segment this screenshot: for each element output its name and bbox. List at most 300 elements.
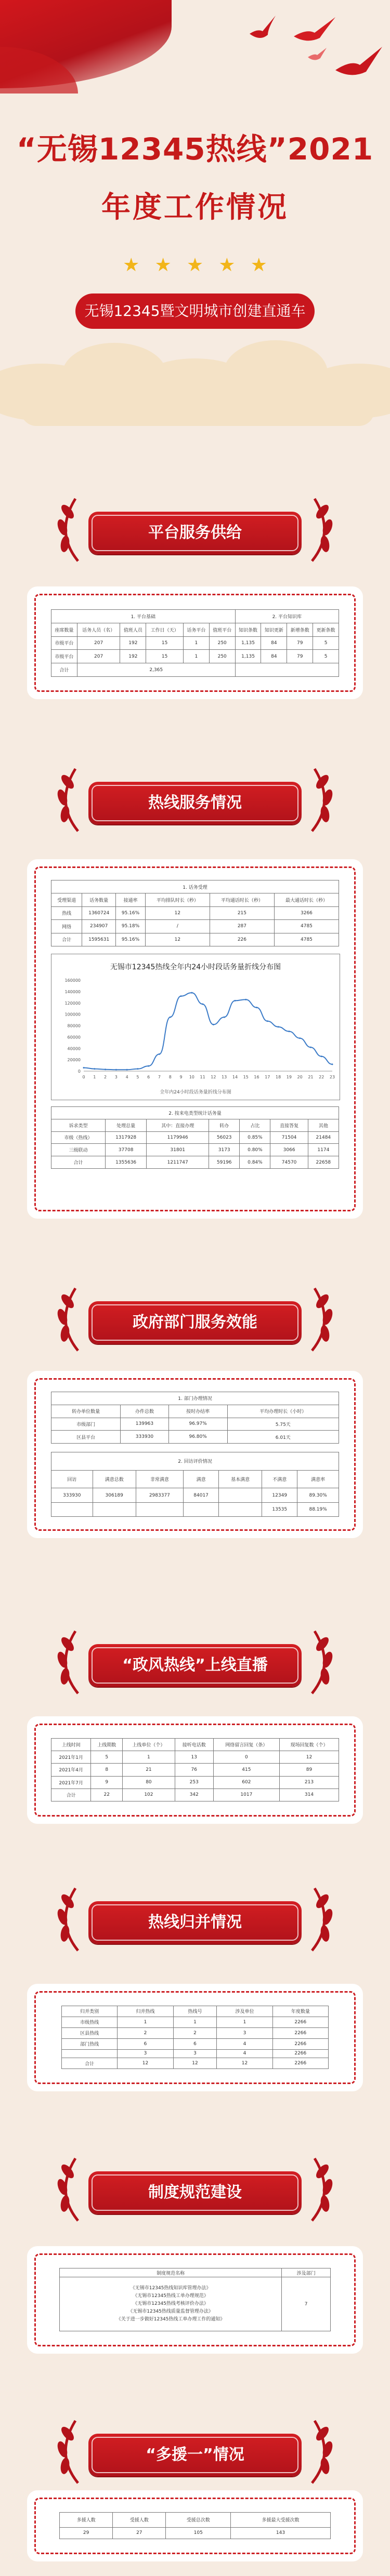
table-row — [51, 933, 339, 946]
x-tick-label: 4 — [125, 1075, 128, 1079]
table-header: 多援最大受援次数 — [231, 2513, 331, 2528]
table-row — [60, 2527, 331, 2539]
table-cell: 76 — [175, 1764, 213, 1776]
table-header: 值班平台 — [209, 623, 235, 636]
table-header: 工作日（天） — [146, 623, 184, 636]
table-cell: 1595631 — [82, 933, 116, 946]
table-cell: 4 — [217, 2049, 272, 2058]
list-item: 《无锡市12345热线考核评价办法》 — [133, 2301, 209, 2307]
table-header: 其中：直接办理 — [147, 1119, 209, 1131]
platform-table — [51, 609, 339, 677]
table-header: 更新条数 — [313, 623, 339, 636]
table-cell: 215 — [210, 906, 274, 919]
data-point — [267, 1020, 268, 1022]
x-tick-label: 18 — [275, 1075, 281, 1079]
x-tick-label: 19 — [286, 1075, 292, 1079]
table-cell: 71504 — [270, 1131, 308, 1144]
table-caption: 1. 部门办理情况 — [51, 1392, 339, 1405]
table-cell: 合计 — [51, 663, 77, 677]
table-cell: 102 — [123, 1788, 175, 1801]
data-point — [234, 1000, 236, 1002]
table-cell: 89 — [280, 1764, 339, 1776]
table-header-row — [60, 2268, 331, 2277]
subtitle-badge: 无锡12345暨文明城市创建直通车 — [75, 293, 315, 329]
table-cell: 网络 — [51, 920, 82, 933]
data-point — [83, 1067, 85, 1069]
data-point — [137, 1068, 138, 1070]
table-cell: 21484 — [308, 1131, 339, 1144]
section-title: “政风热线”上线直播 — [92, 1647, 298, 1684]
table-row — [62, 2049, 329, 2058]
list-item: 《无锡市12345热线质量监督管理办法》 — [128, 2309, 213, 2315]
table-cell: 5 — [313, 650, 339, 663]
table-cell: 1 — [173, 2017, 217, 2027]
section-banner — [52, 1623, 338, 1701]
section-title: “多援一”情况 — [92, 2437, 298, 2473]
data-point — [332, 1063, 333, 1065]
stars-row — [0, 255, 390, 276]
laurel-left-icon — [52, 2418, 88, 2486]
table-cell: 1 — [183, 636, 209, 650]
table-cell: 59196 — [209, 1156, 240, 1169]
table-cell: 3 — [217, 2027, 272, 2038]
table-header-row — [51, 1739, 339, 1751]
data-point — [159, 1053, 160, 1055]
table-cell: 95.18% — [116, 920, 146, 933]
chart-title: 无锡市12345热线全年内24小时段话务量折线分布图 — [110, 963, 281, 971]
table-cell: 1211747 — [147, 1156, 209, 1169]
table-cell: 12 — [173, 2058, 217, 2069]
table-header: 直接答复 — [270, 1119, 308, 1131]
series-line — [84, 993, 332, 1070]
table-cell: 1179946 — [147, 1131, 209, 1144]
laurel-right-icon — [302, 2418, 338, 2486]
table-cell: 2021年1月 — [51, 1751, 91, 1764]
table-cell: 12349 — [262, 1488, 297, 1502]
table-cell: 8 — [91, 1764, 123, 1776]
y-tick-label: 120000 — [64, 1000, 81, 1006]
laurel-left-icon — [52, 2156, 88, 2223]
star-icon: ★ — [154, 255, 172, 276]
table-header: 话务平台 — [183, 623, 209, 636]
table-header: 年度数量 — [272, 2006, 328, 2017]
table-cell: 三级联动 — [51, 1144, 106, 1156]
table-cell: 415 — [213, 1764, 279, 1776]
table-header: 现场回复数（个） — [280, 1739, 339, 1751]
table-cell: 207 — [77, 636, 120, 650]
table-header: 处理总量 — [105, 1119, 146, 1131]
section-title: 热线归并情况 — [92, 1904, 298, 1941]
table-header: 知识更新 — [261, 623, 287, 636]
table-row — [51, 1418, 339, 1431]
section-banner — [52, 1880, 338, 1958]
data-point — [245, 999, 246, 1000]
table-row — [51, 906, 339, 919]
table-cell: 区县热线 — [62, 2027, 118, 2038]
table-cell: 74570 — [270, 1156, 308, 1169]
table-cell: 7 — [282, 2277, 331, 2331]
table-cell: 333930 — [51, 1488, 93, 1502]
table-cell: 15 — [146, 650, 184, 663]
table-cell: 5 — [91, 1751, 123, 1764]
table-cell: 3066 — [270, 1144, 308, 1156]
table-cell: 2 — [173, 2027, 217, 2038]
table-header: 满意 — [184, 1470, 219, 1488]
regulation-list — [60, 2277, 282, 2331]
data-point — [115, 1069, 117, 1071]
y-tick-label: 160000 — [64, 978, 81, 983]
table-group-header: 2. 平台知识库 — [235, 610, 339, 623]
data-point — [299, 1037, 301, 1039]
x-tick-label: 22 — [319, 1075, 324, 1079]
line-chart — [51, 954, 340, 1100]
x-tick-label: 0 — [82, 1075, 85, 1079]
table-cell: 2266 — [272, 2058, 328, 2069]
x-tick-label: 7 — [158, 1075, 161, 1079]
table-cell: 143 — [231, 2527, 331, 2539]
x-tick-label: 20 — [297, 1075, 303, 1079]
table-header: 受理渠道 — [51, 893, 82, 906]
table-cell — [62, 2049, 118, 2058]
data-point — [278, 1026, 279, 1027]
table-header: 制度规范名称 — [60, 2268, 282, 2277]
table-cell: 3266 — [274, 906, 339, 919]
live-broadcast-card — [30, 1719, 360, 1821]
merge-table — [61, 2006, 329, 2069]
data-point — [180, 995, 182, 997]
table-cell: 207 — [77, 650, 120, 663]
x-tick-label: 16 — [254, 1075, 259, 1079]
table-cell: 4785 — [274, 933, 339, 946]
table-row — [62, 2027, 329, 2038]
table-header: 不满意 — [262, 1470, 297, 1488]
table-row — [51, 1131, 339, 1144]
star-icon: ★ — [186, 255, 204, 276]
table-header: 转办单位数量 — [51, 1405, 121, 1418]
table-cell: 12 — [145, 933, 210, 946]
table-cell: 2266 — [272, 2049, 328, 2058]
table-header: 占比 — [240, 1119, 270, 1131]
section-title: 政府部门服务效能 — [92, 1304, 298, 1341]
table-row — [51, 663, 339, 677]
table-cell: 1355636 — [105, 1156, 146, 1169]
table-header: 涉及部门 — [282, 2268, 331, 2277]
table-row — [51, 920, 339, 933]
table-cell: 21 — [123, 1764, 175, 1776]
star-icon: ★ — [218, 255, 236, 276]
data-point — [105, 1069, 106, 1070]
platform-card — [30, 590, 360, 696]
regulation-card — [30, 2249, 360, 2351]
x-tick-label: 10 — [189, 1075, 194, 1079]
table-cell — [219, 1488, 262, 1502]
star-icon: ★ — [123, 255, 140, 276]
table-cell: 213 — [280, 1776, 339, 1788]
table-cell: 2983377 — [136, 1488, 183, 1502]
table-cell: 5.75天 — [227, 1418, 339, 1431]
table-cell: 139963 — [121, 1418, 169, 1431]
table-header: 受援总次数 — [166, 2513, 231, 2528]
table-cell: 12 — [145, 906, 210, 919]
table-cell — [219, 1502, 262, 1516]
table-row — [51, 1502, 339, 1516]
section-title: 平台服务供给 — [92, 515, 298, 551]
table-cell: 1 — [217, 2017, 272, 2027]
support-table — [59, 2512, 331, 2539]
table-caption: 1. 话务受理 — [51, 880, 339, 893]
section-banner — [52, 2413, 338, 2491]
table-header: 非常满意 — [136, 1470, 183, 1488]
feedback-table — [51, 1452, 339, 1517]
type-table — [51, 1106, 339, 1169]
table-header: 满意率 — [297, 1470, 339, 1488]
page-title-line1: “无锡12345热线”2021 — [16, 131, 374, 167]
hotline-card — [30, 862, 360, 1216]
table-caption: 2. 回访评价情况 — [51, 1452, 339, 1471]
table-cell: 部门热线 — [62, 2038, 118, 2049]
table-caption: 2. 按来电类型统计话务量 — [51, 1107, 339, 1119]
table-row — [51, 1776, 339, 1788]
table-cell: 0.85% — [240, 1131, 270, 1144]
table-cell: 合计 — [62, 2058, 118, 2069]
table-cell: 234907 — [82, 920, 116, 933]
table-cell: 合计 — [51, 1788, 91, 1801]
table-cell: 1 — [118, 2017, 173, 2027]
merge-card — [30, 1987, 360, 2088]
table-row — [51, 1144, 339, 1156]
table-cell: 31801 — [147, 1144, 209, 1156]
laurel-left-icon — [52, 1886, 88, 1953]
table-header: 诉求类型 — [51, 1119, 106, 1131]
table-cell: 333930 — [121, 1431, 169, 1444]
table-header: 归并类别 — [62, 2006, 118, 2017]
table-cell: 1 — [123, 1751, 175, 1764]
table-cell: 287 — [210, 920, 274, 933]
x-tick-label: 8 — [168, 1075, 172, 1079]
table-cell: 5 — [313, 636, 339, 650]
dove-icon — [333, 42, 385, 78]
table-cell: 2,365 — [77, 663, 235, 677]
table-header: 平均排队时长（秒） — [145, 893, 210, 906]
table-cell: 27 — [113, 2527, 166, 2539]
table-row — [51, 1788, 339, 1801]
table-header: 接听电话数 — [175, 1739, 213, 1751]
table-header: 话务人员（名） — [77, 623, 120, 636]
y-tick-label: 40000 — [67, 1046, 81, 1051]
dove-icon — [291, 13, 338, 44]
table-cell: 市级平台 — [51, 650, 77, 663]
table-row — [62, 2058, 329, 2069]
data-point — [191, 992, 192, 994]
table-cell: / — [145, 920, 210, 933]
table-row — [51, 650, 339, 663]
table-row — [51, 1488, 339, 1502]
table-header-row — [51, 1119, 339, 1131]
table-row — [51, 1156, 339, 1169]
table-cell: 市级（热线） — [51, 1131, 106, 1144]
table-header: 热线号 — [173, 2006, 217, 2017]
table-cell: 84017 — [184, 1488, 219, 1502]
table-header: 上线单位（个） — [123, 1739, 175, 1751]
department-card — [30, 1374, 360, 1535]
x-tick-label: 12 — [211, 1075, 216, 1079]
table-row — [62, 2017, 329, 2027]
table-header: 转办 — [209, 1119, 240, 1131]
laurel-right-icon — [302, 496, 338, 564]
table-cell: 22 — [91, 1788, 123, 1801]
x-tick-label: 6 — [147, 1075, 150, 1079]
data-point — [126, 1069, 128, 1071]
chart-frame — [51, 954, 340, 1100]
table-cell: 192 — [120, 650, 146, 663]
table-cell: 95.16% — [116, 906, 146, 919]
table-cell: 88.19% — [297, 1502, 339, 1516]
table-cell: 22658 — [308, 1156, 339, 1169]
data-point — [170, 1017, 171, 1018]
table-row — [51, 1751, 339, 1764]
table-cell: 80 — [123, 1776, 175, 1788]
table-cell: 250 — [209, 650, 235, 663]
data-point — [310, 1047, 311, 1048]
table-cell: 市级热线 — [62, 2017, 118, 2027]
x-tick-label: 15 — [243, 1075, 249, 1079]
table-cell: 314 — [280, 1788, 339, 1801]
section-title: 制度规范建设 — [92, 2174, 298, 2211]
table-header-row — [62, 2006, 329, 2017]
table-cell: 79 — [287, 636, 313, 650]
dove-icon — [247, 13, 278, 44]
laurel-left-icon — [52, 1286, 88, 1353]
table-header: 其他 — [308, 1119, 339, 1131]
table-cell: 0 — [213, 1751, 279, 1764]
table-cell: 95.16% — [116, 933, 146, 946]
regulation-table — [59, 2268, 331, 2331]
table-cell: 12 — [217, 2058, 272, 2069]
x-tick-label: 23 — [329, 1075, 335, 1079]
x-tick-label: 21 — [308, 1075, 314, 1079]
table-row — [60, 2277, 331, 2331]
table-cell: 0.84% — [240, 1156, 270, 1169]
table-cell: 1,135 — [235, 636, 261, 650]
laurel-right-icon — [302, 766, 338, 834]
table-cell: 1 — [183, 650, 209, 663]
table-header: 新增条数 — [287, 623, 313, 636]
table-header: 按时办结率 — [168, 1405, 227, 1418]
table-cell: 合计 — [51, 933, 82, 946]
table-header-row — [51, 1470, 339, 1488]
y-tick-label: 100000 — [64, 1012, 81, 1017]
table-header: 受援人数 — [113, 2513, 166, 2528]
section-banner — [52, 491, 338, 569]
y-tick-label: 0 — [77, 1069, 81, 1074]
y-tick-label: 60000 — [67, 1035, 81, 1040]
table-header: 多援人数 — [60, 2513, 113, 2528]
section-banner — [52, 1280, 338, 1358]
list-item: 《无锡市12345热线工单办理规范》 — [133, 2293, 209, 2299]
data-point — [224, 1017, 225, 1018]
table-cell: 15 — [146, 636, 184, 650]
table-cell: 0.80% — [240, 1144, 270, 1156]
table-cell: 12 — [118, 2058, 173, 2069]
table-header: 最大通话时长（秒） — [274, 893, 339, 906]
table-cell: 96.97% — [168, 1418, 227, 1431]
table-cell — [235, 663, 339, 677]
table-cell: 1174 — [308, 1144, 339, 1156]
table-header: 座席数量 — [51, 623, 77, 636]
table-cell — [184, 1502, 219, 1516]
calls-table — [51, 880, 339, 946]
table-cell: 1317928 — [105, 1131, 146, 1144]
table-header-row — [51, 623, 339, 636]
data-point — [213, 1024, 214, 1025]
table-cell: 6 — [173, 2038, 217, 2049]
table-cell: 13 — [175, 1751, 213, 1764]
table-header: 网络留言回复（条） — [213, 1739, 279, 1751]
table-cell: 84 — [261, 650, 287, 663]
table-row — [51, 1431, 339, 1444]
table-header: 上线时间 — [51, 1739, 91, 1751]
table-cell: 2021年7月 — [51, 1776, 91, 1788]
table-cell: 253 — [175, 1776, 213, 1788]
data-point — [94, 1068, 95, 1070]
table-header: 值班人员 — [120, 623, 146, 636]
table-cell: 6 — [118, 2038, 173, 2049]
table-cell: 4 — [217, 2038, 272, 2049]
x-tick-label: 3 — [114, 1075, 118, 1079]
table-cell: 2266 — [272, 2027, 328, 2038]
table-cell: 79 — [287, 650, 313, 663]
table-row — [62, 2038, 329, 2049]
support-card — [30, 2493, 360, 2558]
table-cell: 市级部门 — [51, 1418, 121, 1431]
laurel-left-icon — [52, 1629, 88, 1696]
x-tick-label: 17 — [265, 1075, 270, 1079]
table-cell: 3173 — [209, 1144, 240, 1156]
table-cell: 37708 — [105, 1144, 146, 1156]
table-header-row — [51, 893, 339, 906]
data-point — [321, 1056, 322, 1057]
data-point — [256, 1007, 257, 1008]
hero-header — [0, 0, 390, 509]
table-header-row — [51, 1405, 339, 1418]
data-point — [202, 1003, 203, 1005]
table-cell: 4785 — [274, 920, 339, 933]
x-tick-label: 2 — [104, 1075, 107, 1079]
table-cell: 9 — [91, 1776, 123, 1788]
table-header: 话务数量 — [82, 893, 116, 906]
table-cell: 2021年4月 — [51, 1764, 91, 1776]
star-icon: ★ — [250, 255, 267, 276]
table-cell: 2266 — [272, 2038, 328, 2049]
table-cell: 192 — [120, 636, 146, 650]
table-cell: 13535 — [262, 1502, 297, 1516]
section-banner — [52, 761, 338, 839]
table-cell: 84 — [261, 636, 287, 650]
table-cell: 2 — [118, 2027, 173, 2038]
table-cell: 105 — [166, 2527, 231, 2539]
x-tick-label: 9 — [179, 1075, 183, 1079]
table-cell: 250 — [209, 636, 235, 650]
dove-icon — [307, 47, 328, 62]
table-cell: 306189 — [93, 1488, 136, 1502]
list-item: 《关于进一步做好12345热线工单办理工作的通知》 — [116, 2317, 225, 2323]
table-row — [51, 1764, 339, 1776]
table-header: 平均办理时长（小时） — [227, 1405, 339, 1418]
table-cell: 29 — [60, 2527, 113, 2539]
table-header: 回访 — [51, 1470, 93, 1488]
table-header: 涉及单位 — [217, 2006, 272, 2017]
table-cell: 226 — [210, 933, 274, 946]
